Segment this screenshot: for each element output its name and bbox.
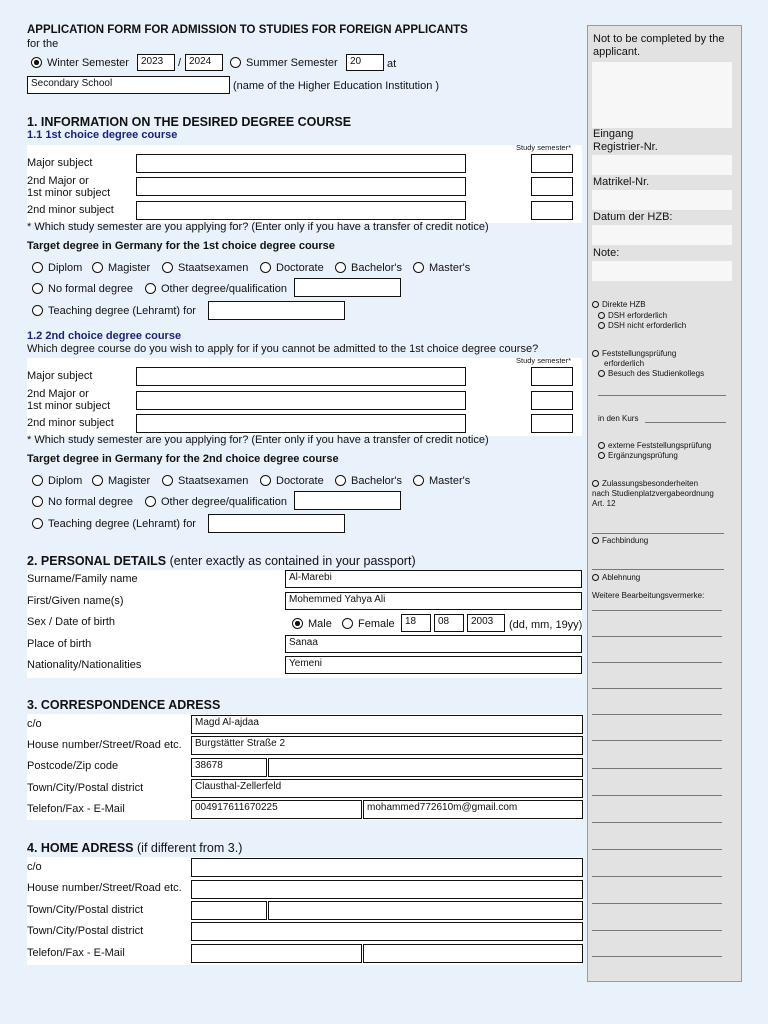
major-subject-label-2: Major subject <box>27 370 93 382</box>
first-name-input[interactable]: Mohemmed Yahya Ali <box>285 592 582 610</box>
radio-icon[interactable] <box>592 350 599 357</box>
remarks-line[interactable] <box>592 849 722 850</box>
feststellung-erforderlich: erforderlich <box>604 359 645 368</box>
panel-line <box>598 395 726 396</box>
radio-icon[interactable] <box>413 475 424 486</box>
summer-year-input[interactable]: 20 <box>346 54 384 71</box>
section1-2-question: Which degree course do you wish to apply for if you cannot be admitted to the 1st choice degree course? <box>27 343 539 355</box>
postcode-label: Postcode/Zip code <box>27 760 119 772</box>
form-title: APPLICATION FORM FOR ADMISSION TO STUDIES FOR FOREIGN APPLICANTS <box>27 24 468 36</box>
bachelors-option-2[interactable]: Bachelor's <box>335 475 402 487</box>
radio-icon[interactable] <box>335 475 346 486</box>
section4-title: 4. HOME ADRESS (if different from 3.) <box>27 841 243 855</box>
feststellung-option[interactable]: Feststellungsprüfung <box>592 349 676 359</box>
no-formal-option-2[interactable]: No formal degree <box>32 496 133 508</box>
masters-option-1[interactable]: Master's <box>413 262 470 274</box>
winter-year2-input[interactable]: 2024 <box>185 54 223 71</box>
at-label: at <box>387 58 397 70</box>
summer-semester-option[interactable]: Summer Semester <box>230 57 338 69</box>
male-option[interactable]: Male <box>292 618 332 630</box>
for-the-label: for the <box>27 38 59 50</box>
section1-1-subtitle: 1.1 1st choice degree course <box>27 129 178 141</box>
co-label: c/o <box>27 718 42 730</box>
radio-icon[interactable] <box>598 312 605 319</box>
teaching-option-2[interactable]: Teaching degree (Lehramt) for <box>32 518 196 530</box>
section1-2-subtitle: 1.2 2nd choice degree course <box>27 330 182 342</box>
staatsexamen-option-1[interactable]: Staatsexamen <box>162 262 248 274</box>
section1-title: 1. INFORMATION ON THE DESIRED DEGREE COURSE <box>27 115 352 129</box>
other-degree-input-2[interactable] <box>294 491 401 510</box>
panel-line <box>592 569 724 570</box>
study-semester-label-2: Study semester* <box>516 356 572 365</box>
institution-input[interactable]: Secondary School <box>27 76 230 94</box>
radio-icon[interactable] <box>32 496 43 507</box>
footnote-2: * Which study semester are you applying for? (Enter only if you have a transfer of credit notice) <box>27 434 489 446</box>
email-input[interactable]: mohammed772610m@gmail.com <box>363 800 583 819</box>
office-note: Not to be completed by the applicant. <box>593 33 725 58</box>
radio-icon[interactable] <box>598 442 605 449</box>
ergaenzung-option[interactable]: Ergänzungsprüfung <box>598 451 678 461</box>
zulassung-line3: Art. 12 <box>592 499 616 508</box>
radio-icon[interactable] <box>260 262 271 273</box>
remarks-line[interactable] <box>592 930 722 931</box>
institution-note: (name of the Higher Education Institution ) <box>233 80 440 92</box>
second-minor-input-1[interactable] <box>136 201 466 220</box>
second-minor-semester-input-2[interactable] <box>531 414 573 433</box>
remarks-line[interactable] <box>592 714 722 715</box>
note-label: Note: <box>593 247 620 259</box>
radio-icon[interactable] <box>32 262 43 273</box>
remarks-line[interactable] <box>592 636 722 637</box>
major-semester-input-2[interactable] <box>531 367 573 386</box>
target-degree-title-2: Target degree in Germany for the 2nd choice degree course <box>27 453 339 465</box>
radio-icon[interactable] <box>32 475 43 486</box>
remarks-line[interactable] <box>592 956 722 957</box>
tel-input[interactable]: 004917611670225 <box>191 800 362 819</box>
direkte-hzb-option[interactable]: Direkte HZB <box>592 300 646 310</box>
studienkolleg-option[interactable]: Besuch des Studienkollegs <box>598 369 704 379</box>
staatsexamen-option-2[interactable]: Staatsexamen <box>162 475 248 487</box>
radio-icon[interactable] <box>335 262 346 273</box>
doctorate-option-1[interactable]: Doctorate <box>260 262 324 274</box>
other-degree-input-1[interactable] <box>294 278 401 297</box>
dob-month-input[interactable]: 08 <box>434 614 464 632</box>
radio-icon[interactable] <box>145 283 156 294</box>
datum-label: Datum der HZB: <box>593 211 673 223</box>
panel-line <box>592 533 724 534</box>
birthplace-label: Place of birth <box>27 638 92 650</box>
remarks-line[interactable] <box>592 768 722 769</box>
registrier-field[interactable] <box>592 155 732 175</box>
home-co-label: c/o <box>27 861 42 873</box>
slash: / <box>178 57 182 69</box>
radio-icon[interactable] <box>413 262 424 273</box>
second-major-input-1[interactable] <box>136 177 466 196</box>
radio-icon[interactable] <box>598 370 605 377</box>
eingang-label: Eingang Registrier-Nr. <box>593 128 658 153</box>
radio-icon[interactable] <box>32 518 43 529</box>
dob-day-input[interactable]: 18 <box>401 614 431 632</box>
magister-option-2[interactable]: Magister <box>92 475 150 487</box>
home-street-label: House number/Street/Road etc. <box>27 882 182 894</box>
note-field[interactable] <box>592 261 732 281</box>
home-street-input[interactable] <box>191 880 583 899</box>
remarks-line[interactable] <box>592 740 722 741</box>
home-co-input[interactable] <box>191 858 583 877</box>
postcode-extra-input[interactable] <box>268 758 583 777</box>
externe-option[interactable]: externe Feststellungsprüfung <box>598 441 711 451</box>
footnote-1: * Which study semester are you applying for? (Enter only if you have a transfer of credit notice) <box>27 221 489 233</box>
radio-icon[interactable] <box>32 283 43 294</box>
male-radio-icon[interactable] <box>292 618 303 629</box>
target-degree-title-1: Target degree in Germany for the 1st choice degree course <box>27 240 335 252</box>
radio-icon[interactable] <box>592 301 599 308</box>
home-tel-input[interactable] <box>191 944 362 963</box>
nationality-input[interactable]: Yemeni <box>285 656 582 674</box>
home-postcode-input[interactable] <box>191 901 267 920</box>
winter-year1-input[interactable]: 2023 <box>137 54 175 71</box>
radio-icon[interactable] <box>592 480 599 487</box>
home-town2-input[interactable] <box>191 922 583 941</box>
radio-icon[interactable] <box>592 574 599 581</box>
second-minor-semester-input-1[interactable] <box>531 201 573 220</box>
major-subject-label-1: Major subject <box>27 157 93 169</box>
matrikel-field[interactable] <box>592 190 732 210</box>
remarks-line[interactable] <box>592 822 722 823</box>
second-major-input-2[interactable] <box>136 391 466 410</box>
home-tel-label: Telefon/Fax - E-Mail <box>27 947 125 959</box>
female-radio-icon[interactable] <box>342 618 353 629</box>
remarks-line[interactable] <box>592 795 722 796</box>
other-degree-option-1[interactable]: Other degree/qualification <box>145 283 287 295</box>
radio-icon[interactable] <box>92 475 103 486</box>
weitere-label: Weitere Bearbeitungsvermerke: <box>592 591 705 600</box>
matrikel-label: Matrikel-Nr. <box>593 176 650 188</box>
second-major-label-2: 2nd Major or 1st minor subject <box>27 388 111 412</box>
radio-icon[interactable] <box>32 305 43 316</box>
masters-option-2[interactable]: Master's <box>413 475 470 487</box>
study-semester-label-1: Study semester* <box>516 143 572 152</box>
radio-icon[interactable] <box>92 262 103 273</box>
remarks-line[interactable] <box>592 688 722 689</box>
ablehnung-option[interactable]: Ablehnung <box>592 573 640 583</box>
second-minor-label-2: 2nd minor subject <box>27 417 114 429</box>
major-subject-input-1[interactable] <box>136 154 466 173</box>
dsh-nicht-option[interactable]: DSH nicht erforderlich <box>598 321 686 331</box>
winter-semester-option[interactable]: Winter Semester <box>31 57 129 69</box>
street-input[interactable]: Burgstätter Straße 2 <box>191 736 583 755</box>
surname-input[interactable]: Al-Marebi <box>285 570 582 588</box>
doctorate-option-2[interactable]: Doctorate <box>260 475 324 487</box>
tel-label: Telefon/Fax - E-Mail <box>27 803 125 815</box>
radio-icon[interactable] <box>145 496 156 507</box>
radio-icon[interactable] <box>162 262 173 273</box>
bachelors-option-1[interactable]: Bachelor's <box>335 262 402 274</box>
kurs-line[interactable] <box>645 422 726 423</box>
radio-icon[interactable] <box>598 322 605 329</box>
home-town1-input[interactable] <box>268 901 583 920</box>
home-town1-label: Town/City/Postal district <box>27 904 144 916</box>
teaching-input-1[interactable] <box>208 301 345 320</box>
diplom-option-1[interactable]: Diplom <box>32 262 82 274</box>
no-formal-option-1[interactable]: No formal degree <box>32 283 133 295</box>
town-label: Town/City/Postal district <box>27 782 144 794</box>
nationality-label: Nationality/Nationalities <box>27 659 142 671</box>
remarks-line[interactable] <box>592 610 722 611</box>
surname-label: Surname/Family name <box>27 573 138 585</box>
dob-format-hint: (dd, mm, 19yy) <box>509 619 583 631</box>
first-name-label: First/Given name(s) <box>27 595 124 607</box>
second-major-semester-input-2[interactable] <box>531 391 573 410</box>
winter-radio-icon[interactable] <box>31 57 42 68</box>
major-semester-input-1[interactable] <box>531 154 573 173</box>
radio-icon[interactable] <box>598 452 605 459</box>
teaching-input-2[interactable] <box>208 514 345 533</box>
home-email-input[interactable] <box>363 944 583 963</box>
radio-icon[interactable] <box>260 475 271 486</box>
dsh-erforderlich-option[interactable]: DSH erforderlich <box>598 311 667 321</box>
sex-dob-label: Sex / Date of birth <box>27 616 116 628</box>
fachbindung-option[interactable]: Fachbindung <box>592 536 648 546</box>
town-input[interactable]: Clausthal-Zellerfeld <box>191 779 583 798</box>
co-input[interactable]: Magd Al-ajdaa <box>191 715 583 734</box>
section3-title: 3. CORRESPONDENCE ADRESS <box>27 698 221 712</box>
diplom-option-2[interactable]: Diplom <box>32 475 82 487</box>
dob-year-input[interactable]: 2003 <box>467 614 505 632</box>
zulassung-line2: nach Studienplatzvergabeordnung <box>592 489 714 498</box>
office-stamp-area <box>592 62 732 128</box>
teaching-option-1[interactable]: Teaching degree (Lehramt) for <box>32 305 196 317</box>
major-subject-input-2[interactable] <box>136 367 466 386</box>
postcode-input[interactable]: 38678 <box>191 758 267 777</box>
datum-field[interactable] <box>592 225 732 245</box>
home-town2-label: Town/City/Postal district <box>27 925 144 937</box>
second-minor-label-1: 2nd minor subject <box>27 204 114 216</box>
summer-radio-icon[interactable] <box>230 57 241 68</box>
magister-option-1[interactable]: Magister <box>92 262 150 274</box>
radio-icon[interactable] <box>592 537 599 544</box>
second-major-semester-input-1[interactable] <box>531 177 573 196</box>
remarks-line[interactable] <box>592 903 722 904</box>
remarks-line[interactable] <box>592 662 722 663</box>
second-major-label-1: 2nd Major or 1st minor subject <box>27 175 111 199</box>
other-degree-option-2[interactable]: Other degree/qualification <box>145 496 287 508</box>
birthplace-input[interactable]: Sanaa <box>285 635 582 653</box>
remarks-line[interactable] <box>592 876 722 877</box>
second-minor-input-2[interactable] <box>136 414 466 433</box>
street-label: House number/Street/Road etc. <box>27 739 182 751</box>
radio-icon[interactable] <box>162 475 173 486</box>
section2-title: 2. PERSONAL DETAILS (enter exactly as contained in your passport) <box>27 554 416 568</box>
zulassung-option[interactable]: Zulassungsbesonderheiten <box>592 479 698 489</box>
female-option[interactable]: Female <box>342 618 395 630</box>
kurs-label: in den Kurs <box>598 414 639 423</box>
